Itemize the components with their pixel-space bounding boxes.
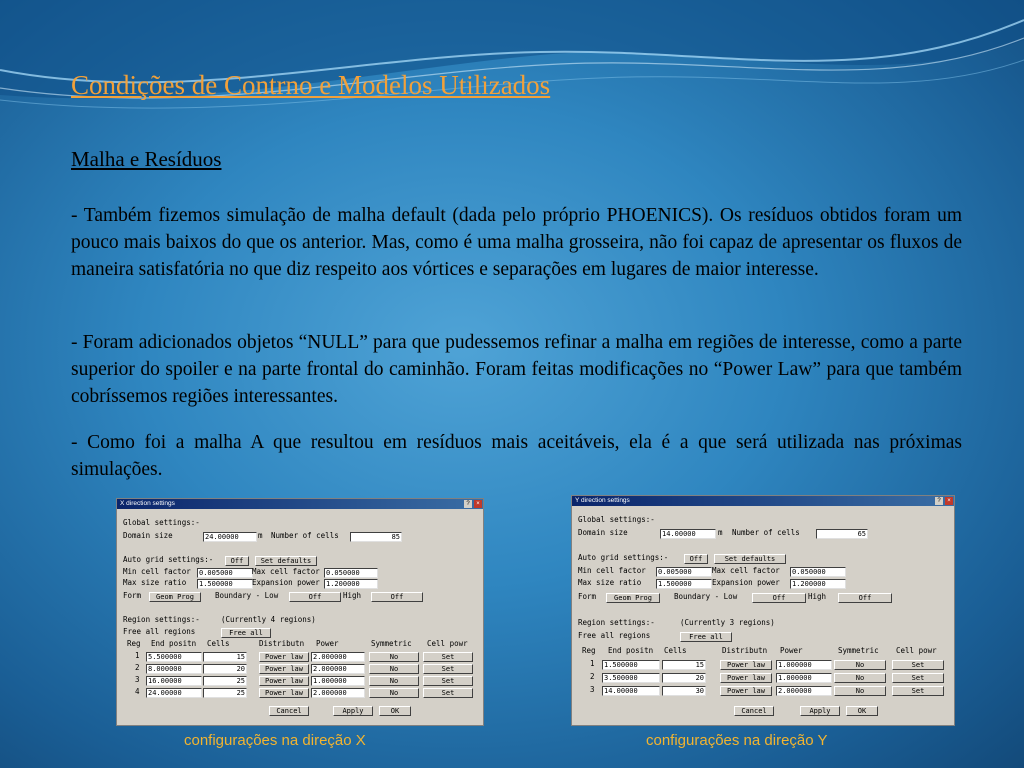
col-header-end: End positn: [608, 646, 654, 655]
boundary-low-button[interactable]: Off: [289, 592, 341, 602]
max-size-ratio-label: Max size ratio: [123, 578, 187, 587]
region-number: 2: [135, 663, 140, 672]
distribution-button[interactable]: Power law: [259, 664, 309, 674]
apply-button[interactable]: Apply: [333, 706, 373, 716]
max-cell-factor-label: Max cell factor: [712, 566, 780, 575]
dialog-title: X direction settings: [120, 500, 175, 507]
cell-power-set-button[interactable]: Set: [892, 686, 944, 696]
y-direction-dialog: [571, 495, 955, 726]
power-field[interactable]: 1.000000: [776, 673, 832, 683]
ok-button[interactable]: OK: [846, 706, 878, 716]
expansion-power-label: Expansion power: [252, 578, 320, 587]
number-of-cells-field[interactable]: 85: [350, 532, 402, 542]
distribution-button[interactable]: Power law: [259, 652, 309, 662]
auto-grid-label: Auto grid settings:-: [578, 553, 669, 562]
cells-field[interactable]: 15: [662, 660, 706, 670]
power-field[interactable]: 2.000000: [311, 664, 365, 674]
end-position-field[interactable]: 1.500000: [602, 660, 660, 670]
distribution-button[interactable]: Power law: [720, 660, 772, 670]
min-cell-factor-label: Min cell factor: [123, 567, 191, 576]
domain-size-field[interactable]: 24.00000: [203, 532, 257, 542]
dialog-titlebar: [572, 496, 954, 506]
paragraph-1: - Também fizemos simulação de malha default (dada pelo próprio PHOENICS). Os resíduos obtidos foram um pouco mais baixos do que os anterior. Mas, como é uma malha grosseira, não foi capaz de apresentar os fluxos de maneira satisfatória no que diz respeito aos vórtices e separações em lugares de maior interesse.: [71, 205, 962, 280]
high-button[interactable]: Off: [371, 592, 423, 602]
symmetric-button[interactable]: No: [369, 676, 419, 686]
form-button[interactable]: Geom Prog: [149, 592, 201, 602]
cells-field[interactable]: 20: [203, 664, 247, 674]
global-settings-label: Global settings:-: [578, 515, 655, 524]
region-settings-label: Region settings:-: [578, 618, 655, 627]
boundary-low-button[interactable]: Off: [752, 593, 806, 603]
region-number: 2: [590, 672, 595, 681]
cells-field[interactable]: 20: [662, 673, 706, 683]
symmetric-button[interactable]: No: [834, 660, 886, 670]
col-header-power: Power: [780, 646, 803, 655]
col-header-reg: Reg: [127, 639, 141, 648]
max-size-ratio-label: Max size ratio: [578, 578, 642, 587]
expansion-power-field[interactable]: 1.200000: [324, 579, 378, 589]
caption-x: configurações na direção X: [184, 732, 366, 749]
form-label: Form: [578, 592, 597, 601]
dialog-titlebar: [117, 499, 483, 509]
expansion-power-field[interactable]: 1.200000: [790, 579, 846, 589]
paragraph-2: - Foram adicionados objetos “NULL” para que pudessemos refinar a malha em regiões de interesse, como a parte superior do spoiler e na parte frontal do caminhão. Foram feitas modificações no “Power Law” para que também cobríssemos regiões interessantes.: [71, 332, 962, 407]
number-of-cells-field[interactable]: 65: [816, 529, 868, 539]
auto-grid-toggle[interactable]: Off: [225, 556, 249, 566]
background-swoosh: [0, 0, 1024, 130]
high-label: High: [808, 592, 827, 601]
col-header-cells: Cells: [207, 639, 230, 648]
boundary-low-label: Boundary - Low: [215, 591, 279, 600]
set-defaults-button[interactable]: Set defaults: [714, 554, 786, 564]
auto-grid-toggle[interactable]: Off: [684, 554, 708, 564]
region-count: (Currently 3 regions): [680, 618, 775, 627]
distribution-button[interactable]: Power law: [259, 676, 309, 686]
cell-power-set-button[interactable]: Set: [892, 673, 944, 683]
end-position-field[interactable]: 5.500000: [146, 652, 202, 662]
max-size-ratio-field[interactable]: 1.500000: [656, 579, 712, 589]
cancel-button[interactable]: Cancel: [734, 706, 774, 716]
end-position-field[interactable]: 14.00000: [602, 686, 660, 696]
distribution-button[interactable]: Power law: [720, 673, 772, 683]
power-field[interactable]: 2.000000: [311, 652, 365, 662]
power-field[interactable]: 1.000000: [776, 660, 832, 670]
col-header-reg: Reg: [582, 646, 596, 655]
help-icon[interactable]: ?: [464, 500, 472, 508]
symmetric-button[interactable]: No: [369, 688, 419, 698]
ok-button[interactable]: OK: [379, 706, 411, 716]
cell-power-set-button[interactable]: Set: [892, 660, 944, 670]
col-header-symmetric: Symmetric: [838, 646, 879, 655]
end-position-field[interactable]: 8.000000: [146, 664, 202, 674]
number-of-cells-label: Number of cells: [732, 528, 800, 537]
unit-label: m: [258, 531, 263, 540]
cell-power-set-button[interactable]: Set: [423, 688, 473, 698]
number-of-cells-label: Number of cells: [271, 531, 339, 540]
cell-power-set-button[interactable]: Set: [423, 664, 473, 674]
col-header-power: Power: [316, 639, 339, 648]
min-cell-factor-field[interactable]: 0.005000: [197, 568, 253, 578]
end-position-field[interactable]: 3.500000: [602, 673, 660, 683]
symmetric-button[interactable]: No: [834, 673, 886, 683]
power-field[interactable]: 2.000000: [311, 688, 365, 698]
set-defaults-button[interactable]: Set defaults: [255, 556, 317, 566]
col-header-distributn: Distributn: [722, 646, 768, 655]
min-cell-factor-field[interactable]: 0.005000: [656, 567, 712, 577]
region-count: (Currently 4 regions): [221, 615, 316, 624]
end-position-field[interactable]: 24.00000: [146, 688, 202, 698]
unit-label: m: [718, 528, 723, 537]
caption-y: configurações na direção Y: [646, 732, 828, 749]
free-all-button[interactable]: Free all: [221, 628, 271, 638]
power-field[interactable]: 2.000000: [776, 686, 832, 696]
boundary-low-label: Boundary - Low: [674, 592, 738, 601]
domain-size-label: Domain size: [123, 531, 173, 540]
dialog-title: Y direction settings: [575, 497, 630, 504]
free-all-regions-label: Free all regions: [578, 631, 651, 640]
symmetric-button[interactable]: No: [369, 652, 419, 662]
max-cell-factor-field[interactable]: 0.050000: [790, 567, 846, 577]
form-label: Form: [123, 591, 142, 600]
slide-title: Condições de Contrno e Modelos Utilizados: [71, 70, 551, 100]
cells-field[interactable]: 15: [203, 652, 247, 662]
x-direction-dialog: [116, 498, 484, 726]
cancel-button[interactable]: Cancel: [269, 706, 309, 716]
close-icon[interactable]: ×: [945, 497, 953, 505]
slide-subtitle: Malha e Resíduos: [71, 147, 222, 171]
region-number: 4: [135, 687, 140, 696]
region-number: 3: [135, 675, 140, 684]
high-label: High: [343, 591, 362, 600]
form-button[interactable]: Geom Prog: [606, 593, 660, 603]
cell-power-set-button[interactable]: Set: [423, 652, 473, 662]
expansion-power-label: Expansion power: [712, 578, 780, 587]
free-all-regions-label: Free all regions: [123, 627, 196, 636]
max-cell-factor-label: Max cell factor: [252, 567, 320, 576]
region-number: 1: [590, 659, 595, 668]
help-icon[interactable]: ?: [935, 497, 943, 505]
max-size-ratio-field[interactable]: 1.500000: [197, 579, 253, 589]
min-cell-factor-label: Min cell factor: [578, 566, 646, 575]
cells-field[interactable]: 25: [203, 688, 247, 698]
col-header-cell-powr: Cell powr: [427, 639, 468, 648]
distribution-button[interactable]: Power law: [259, 688, 309, 698]
max-cell-factor-field[interactable]: 0.050000: [324, 568, 378, 578]
free-all-button[interactable]: Free all: [680, 632, 732, 642]
region-number: 3: [590, 685, 595, 694]
region-settings-label: Region settings:-: [123, 615, 200, 624]
region-number: 1: [135, 651, 140, 660]
col-header-cell-powr: Cell powr: [896, 646, 937, 655]
cells-field[interactable]: 25: [203, 676, 247, 686]
power-field[interactable]: 1.000000: [311, 676, 365, 686]
col-header-distributn: Distributn: [259, 639, 305, 648]
domain-size-label: Domain size: [578, 528, 628, 537]
domain-size-field[interactable]: 14.00000: [660, 529, 716, 539]
symmetric-button[interactable]: No: [369, 664, 419, 674]
distribution-button[interactable]: Power law: [720, 686, 772, 696]
cells-field[interactable]: 30: [662, 686, 706, 696]
global-settings-label: Global settings:-: [123, 518, 200, 527]
col-header-symmetric: Symmetric: [371, 639, 412, 648]
apply-button[interactable]: Apply: [800, 706, 840, 716]
high-button[interactable]: Off: [838, 593, 892, 603]
symmetric-button[interactable]: No: [834, 686, 886, 696]
col-header-end: End positn: [151, 639, 197, 648]
close-icon[interactable]: ×: [474, 500, 482, 508]
auto-grid-label: Auto grid settings:-: [123, 555, 214, 564]
cell-power-set-button[interactable]: Set: [423, 676, 473, 686]
col-header-cells: Cells: [664, 646, 687, 655]
paragraph-3: - Como foi a malha A que resultou em resíduos mais aceitáveis, ela é a que será utilizada nas próximas simulações.: [71, 432, 962, 480]
end-position-field[interactable]: 16.00000: [146, 676, 202, 686]
